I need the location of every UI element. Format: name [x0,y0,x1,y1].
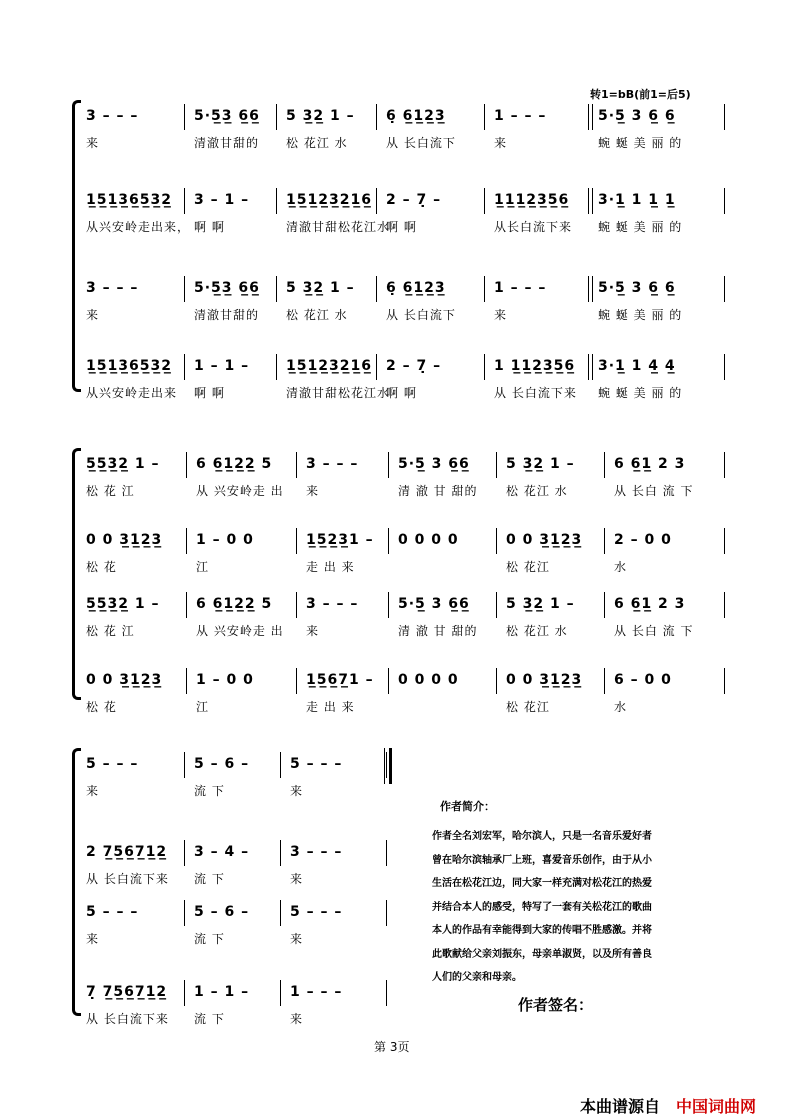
measure-notation: 1̲5̲1̲2̲3̲2̲1̲6̲ [286,358,372,374]
barline [724,276,725,302]
measure-lyrics: 来 [494,308,508,322]
barline [496,592,497,618]
measure-notation: 5 3̲2̲ 1 – [506,596,575,612]
bio-line: 曾在哈尔滨轴承厂上班，喜爱音乐创作，由于从小 [432,854,652,866]
measure-notation: 1̲5̲1̲3̲6̲5̲3̲2̲ [86,358,172,374]
barline [388,452,389,478]
bio-line: 并结合本人的感受，特写了一套有关松花江的歌曲 [432,901,652,913]
barline [388,528,389,554]
measure-notation: 6̣ 6̲1̲2̲3̲ [386,108,446,124]
measure-notation: 2 – 0 0 [614,532,672,548]
barline [376,276,377,302]
measure-notation: 5̲5̲3̲2̲ 1 – [86,456,160,472]
notation-row [78,984,388,1006]
measure-notation: 5 3̲2̲ 1 – [506,456,575,472]
measure-notation: 1 – 1 – [194,984,250,1000]
barline [724,452,725,478]
barline [376,188,377,214]
measure-notation: 5·5̲ 3 6̲ 6̲ [598,108,676,124]
measure-lyrics: 流 下 [194,932,225,946]
barline [276,354,277,380]
score-system-1 [78,100,726,400]
lyrics-row [78,218,726,236]
notation-row [78,532,726,554]
measure-notation: 1 1̲1̲2̲3̲5̲6̲ [494,358,576,374]
barline [496,452,497,478]
measure-notation: 5 – – – [86,904,139,920]
voice-staff [78,984,388,1032]
barline [276,104,277,130]
double-barline [588,276,593,302]
barline [724,528,725,554]
measure-notation: 6 6̲1̲2̲2̲ 5 [196,596,273,612]
barline [484,104,485,130]
measure-notation: 5 3̲2̲ 1 – [286,280,355,296]
source-label: 本曲谱源自 [580,1097,661,1116]
measure-notation: 1 – 0 0 [196,672,254,688]
lyrics-row [78,698,726,716]
measure-lyrics: 从长白流下来 [494,220,573,234]
measure-lyrics: 走 出 来 [306,560,355,574]
measure-notation: 1 – – – [494,108,547,124]
measure-notation: 3·1̲ 1 4̲ 4̲ [598,358,676,374]
measure-notation: 5·5̲3̲ 6̲6̲ [194,280,260,296]
measure-notation: 3 – – – [86,280,139,296]
barline [280,840,281,866]
measure-lyrics: 清澈甘甜的 [194,308,260,322]
measure-lyrics: 从 长白流下来 [494,386,577,400]
measure-notation: 6 6̲1̲2̲2̲ 5 [196,456,273,472]
barline [280,980,281,1006]
notation-row [78,108,726,130]
lyrics-row [78,870,388,888]
measure-lyrics: 来 [290,784,304,798]
bio-line: 本人的作品有幸能得到大家的传唱不胜感激。并将 [432,925,652,936]
measure-lyrics: 啊 啊 [194,220,225,234]
measure-notation: 0 0 3̲1̲2̲3̲ [506,672,583,688]
measure-lyrics: 松 花江 水 [286,136,348,150]
page-number: 第 3页 [374,1040,410,1054]
voice-staff [78,108,726,156]
measure-lyrics: 从 长白流下来 [86,1012,169,1026]
measure-notation: 0 0 0 0 [398,672,459,688]
measure-notation: 1̲5̲1̲3̲6̲5̲3̲2̲ [86,192,172,208]
notation-row [78,596,726,618]
measure-lyrics: 从 兴安岭走 出 [196,624,284,638]
measure-notation: 0 0 3̲1̲2̲3̲ [506,532,583,548]
measure-lyrics: 来 [86,308,100,322]
measure-lyrics: 松 花 江 [86,624,135,638]
measure-notation: 5 – – – [86,756,139,772]
measure-notation: 2 – 7̣ – [386,358,442,374]
measure-notation: 1 – 0 0 [196,532,254,548]
bio-line: 此歌献给父亲刘振东，母亲单淑贤，以及所有善良 [432,948,652,960]
measure-lyrics: 松 花江 水 [506,624,568,638]
voice-staff [78,192,726,240]
measure-notation: 6 6̲1̲ 2 3 [614,456,686,472]
measure-notation: 7̣ 7̲5̲6̲7̲1̲2̲ [86,984,168,1000]
double-barline [588,354,593,380]
barline [496,668,497,694]
measure-lyrics: 来 [86,136,100,150]
measure-lyrics: 从 长白流下 [386,308,456,322]
measure-lyrics: 从 长白 流 下 [614,484,694,498]
barline [296,528,297,554]
measure-notation: 6 – 0 0 [614,672,672,688]
measure-notation: 0 0 0 0 [398,532,459,548]
measure-lyrics: 松 花江 水 [506,484,568,498]
barline [388,668,389,694]
voice-staff [78,904,388,952]
barline [376,104,377,130]
lyrics-row [78,384,726,402]
measure-notation: 1 – – – [494,280,547,296]
measure-notation: 3 – – – [306,596,359,612]
measure-lyrics: 蜿 蜒 美 丽 的 [598,136,683,150]
measure-notation: 3·1̲ 1 1̲ 1̲ [598,192,676,208]
measure-lyrics: 走 出 来 [306,700,355,714]
lyrics-row [78,930,388,948]
barline [484,354,485,380]
barline [276,276,277,302]
measure-notation: 5·5̲ 3 6̲6̲ [398,596,470,612]
measure-notation: 6̣ 6̲1̲2̲3̲ [386,280,446,296]
notation-row [78,904,388,926]
measure-lyrics: 从兴安岭走出来， [86,220,191,234]
measure-lyrics: 蜿 蜒 美 丽 的 [598,386,683,400]
measure-notation: 1 – 1 – [194,358,250,374]
measure-lyrics: 来 [290,1012,304,1026]
measure-lyrics: 清澈甘甜松花江水 [286,386,391,400]
barline [184,354,185,380]
author-bio-title: 作者简介： [440,800,495,813]
measure-lyrics: 松 花江 水 [286,308,348,322]
lyrics-row [78,306,726,324]
measure-notation: 5̲5̲3̲2̲ 1 – [86,596,160,612]
measure-notation: 5 – 6 – [194,904,250,920]
measure-notation: 5 – – – [290,904,343,920]
measure-lyrics: 流 下 [194,872,225,886]
measure-lyrics: 来 [306,484,320,498]
barline [724,188,725,214]
measure-lyrics: 清 澈 甘 甜的 [398,484,478,498]
measure-notation: 2 – 7̣ – [386,192,442,208]
voice-staff [78,844,388,892]
measure-lyrics: 来 [290,932,304,946]
measure-notation: 1̲5̲6̲7̲1 – [306,672,374,688]
source-credit [580,1094,756,1117]
measure-lyrics: 清 澈 甘 甜的 [398,624,478,638]
barline [184,276,185,302]
voice-staff [78,358,726,406]
voice-staff [78,756,388,804]
barline [276,188,277,214]
measure-notation: 3 – – – [306,456,359,472]
double-barline [588,104,593,130]
measure-notation: 2 7̲5̲6̲7̲1̲2̲ [86,844,168,860]
author-signature-label: 作者签名： [518,996,594,1014]
measure-lyrics: 松 花江 [506,700,550,714]
barline [184,104,185,130]
author-bio-text [432,825,732,990]
voice-staff [78,596,726,644]
notation-row [78,456,726,478]
measure-notation: 0 0 3̲1̲2̲3̲ [86,532,163,548]
measure-lyrics: 流 下 [194,784,225,798]
measure-lyrics: 来 [86,932,100,946]
measure-lyrics: 来 [494,136,508,150]
barline [724,104,725,130]
measure-lyrics: 水 [614,700,628,714]
barline [496,528,497,554]
barline [724,354,725,380]
bio-line: 作者全名刘宏军，哈尔滨人，只是一名音乐爱好者 [432,831,652,842]
measure-lyrics: 从兴安岭走出来 [86,386,178,400]
measure-notation: 5·5̲3̲ 6̲6̲ [194,108,260,124]
measure-lyrics: 江 [196,700,210,714]
barline [604,528,605,554]
barline [388,592,389,618]
barline [184,188,185,214]
measure-lyrics: 清澈甘甜松花江水 [286,220,391,234]
barline [724,668,725,694]
source-site-link[interactable]: 中国词曲网 [676,1097,757,1116]
barline [186,452,187,478]
measure-notation: 3 – – – [86,108,139,124]
notation-row [78,672,726,694]
barline [184,752,185,778]
measure-lyrics: 啊 啊 [386,386,417,400]
measure-notation: 5 3̲2̲ 1 – [286,108,355,124]
measure-lyrics: 啊 啊 [194,386,225,400]
bio-line: 生活在松花江边，同大家一样充满对松花江的热爱 [432,878,652,889]
measure-notation: 1̲5̲1̲2̲3̲2̲1̲6̲ [286,192,372,208]
measure-notation: 1̲5̲2̲3̲1 – [306,532,374,548]
barline [484,276,485,302]
notation-row [78,192,726,214]
measure-notation: 3 – 1 – [194,192,250,208]
barline [296,592,297,618]
barline [186,668,187,694]
measure-notation: 1̲1̲1̲2̲3̲5̲6̲ [494,192,570,208]
barline [604,452,605,478]
barline [184,840,185,866]
barline [484,188,485,214]
notation-row [78,756,388,778]
measure-notation: 5 – – – [290,756,343,772]
lyrics-row [78,1010,388,1028]
measure-notation: 6 6̲1̲ 2 3 [614,596,686,612]
score-system-2 [78,448,726,714]
measure-lyrics: 啊 啊 [386,220,417,234]
barline [280,752,281,778]
notation-row [78,358,726,380]
measure-lyrics: 从 长白 流 下 [614,624,694,638]
barline [604,592,605,618]
barline [186,592,187,618]
double-barline [588,188,593,214]
key-change-marking: 转1=bB(前1=后5) [590,88,691,101]
voice-staff [78,532,726,580]
measure-lyrics: 松 花 [86,560,117,574]
voice-staff [78,280,726,328]
lyrics-row [78,622,726,640]
measure-lyrics: 来 [86,784,100,798]
barline [604,668,605,694]
barline [724,592,725,618]
measure-notation: 5·5̲ 3 6̲6̲ [398,456,470,472]
lyrics-row [78,482,726,500]
final-barline [384,748,392,784]
measure-notation: 1 – – – [290,984,343,1000]
barline [376,354,377,380]
measure-lyrics: 水 [614,560,628,574]
barline [296,668,297,694]
measure-lyrics: 流 下 [194,1012,225,1026]
lyrics-row [78,134,726,152]
barline [296,452,297,478]
barline [186,528,187,554]
measure-lyrics: 江 [196,560,210,574]
notation-row [78,280,726,302]
barline [386,900,387,926]
measure-notation: 3 – 4 – [194,844,250,860]
measure-lyrics: 从 长白流下来 [86,872,169,886]
measure-lyrics: 蜿 蜒 美 丽 的 [598,220,683,234]
measure-notation: 5·5̲ 3 6̲ 6̲ [598,280,676,296]
measure-lyrics: 来 [306,624,320,638]
barline [386,840,387,866]
measure-lyrics: 松 花 [86,700,117,714]
score-system-3 [78,748,388,1026]
measure-notation: 3 – – – [290,844,343,860]
barline [184,980,185,1006]
voice-staff [78,672,726,720]
measure-lyrics: 从 兴安岭走 出 [196,484,284,498]
measure-notation: 5 – 6 – [194,756,250,772]
measure-lyrics: 松 花江 [506,560,550,574]
barline [184,900,185,926]
barline [386,980,387,1006]
notation-row [78,844,388,866]
measure-lyrics: 松 花 江 [86,484,135,498]
measure-lyrics: 来 [290,872,304,886]
measure-lyrics: 蜿 蜒 美 丽 的 [598,308,683,322]
measure-notation: 0 0 3̲1̲2̲3̲ [86,672,163,688]
measure-lyrics: 从 长白流下 [386,136,456,150]
lyrics-row [78,782,388,800]
voice-staff [78,456,726,504]
bio-line: 人们的父亲和母亲。 [432,972,522,983]
lyrics-row [78,558,726,576]
barline [280,900,281,926]
measure-lyrics: 清澈甘甜的 [194,136,260,150]
